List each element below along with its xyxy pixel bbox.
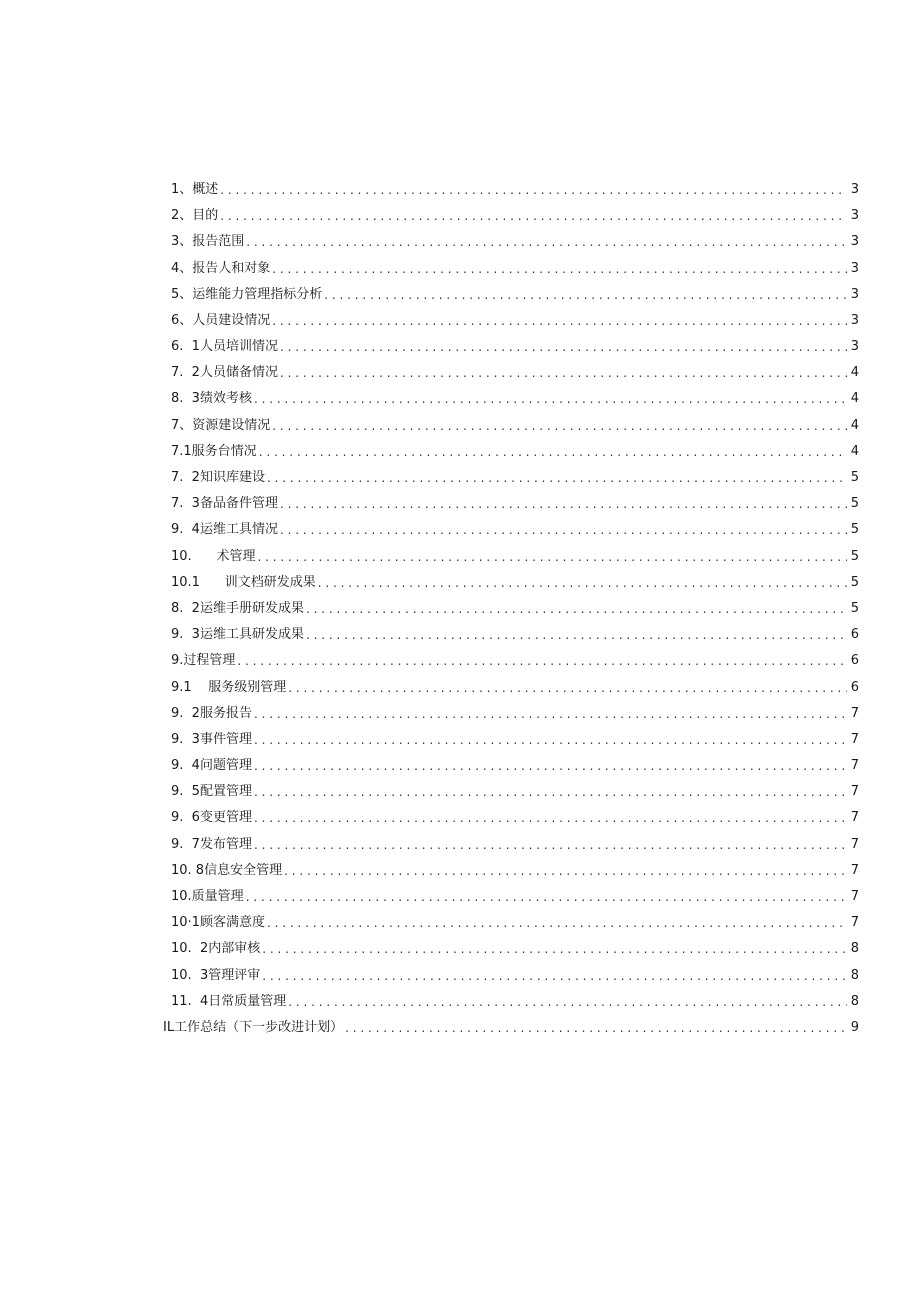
toc-entry-page: 3 (850, 181, 859, 197)
toc-dot-leader (254, 753, 847, 779)
toc-entry-page: 8 (850, 993, 859, 1009)
toc-entry-title: 9. 4运维工具情况 (171, 522, 278, 538)
toc-entry[interactable] (171, 229, 859, 255)
toc-entry-page: 3 (850, 208, 859, 224)
toc-entry-title: 10.1 训文档研发成果 (171, 574, 316, 590)
toc-entry-title: 1、概述 (171, 181, 219, 197)
toc-entry-title: 10.质量管理 (171, 889, 244, 905)
toc-entry-title: 7、资源建设情况 (171, 417, 271, 433)
toc-dot-leader (259, 439, 847, 465)
toc-entry[interactable] (171, 806, 859, 832)
toc-entry-page: 5 (850, 574, 859, 590)
toc-entry[interactable] (171, 308, 859, 334)
toc-entry-title: 10. 术管理 (171, 548, 256, 564)
toc-entry-page: 7 (850, 784, 859, 800)
toc-dot-leader (267, 465, 847, 491)
toc-entry-page: 5 (850, 496, 859, 512)
toc-entry[interactable] (171, 858, 859, 884)
toc-entry-title: 10. 8信息安全管理 (171, 862, 283, 878)
toc-entry-page: 4 (850, 443, 859, 459)
toc-entry[interactable] (171, 727, 859, 753)
toc-entry[interactable] (171, 884, 859, 910)
toc-entry-page: 8 (850, 967, 859, 983)
toc-entry-title: 9. 5配置管理 (171, 784, 252, 800)
toc-entry[interactable] (171, 832, 859, 858)
toc-dot-leader (280, 517, 847, 543)
toc-dot-leader (324, 282, 847, 308)
toc-entry-title: 10·1顾客满意度 (171, 915, 265, 931)
toc-entry-page: 6 (850, 679, 859, 695)
toc-dot-leader (254, 832, 847, 858)
toc-entry-page: 7 (850, 810, 859, 826)
toc-entry-page: 7 (850, 915, 859, 931)
toc-entry-title: 8. 2运维手册研发成果 (171, 600, 304, 616)
toc-entry-page: 4 (850, 391, 859, 407)
toc-entry-title: 10. 3管理评审 (171, 967, 261, 983)
toc-entry[interactable] (171, 701, 859, 727)
toc-entry[interactable] (171, 334, 859, 360)
toc-dot-leader (288, 989, 847, 1015)
toc-entry-page: 3 (850, 286, 859, 302)
toc-entry-title: 11. 4日常质量管理 (171, 993, 287, 1009)
toc-dot-leader (254, 779, 847, 805)
toc-entry-title: 9. 2服务报告 (171, 705, 252, 721)
toc-entry-title: 7. 3备品备件管理 (171, 496, 278, 512)
toc-dot-leader (272, 413, 847, 439)
toc-dot-leader (254, 805, 847, 831)
toc-entry[interactable] (171, 465, 859, 491)
toc-entry-page: 7 (850, 836, 859, 852)
toc-entry-title: 9.1 服务级别管理 (171, 679, 287, 695)
toc-dot-leader (272, 308, 847, 334)
toc-dot-leader (280, 360, 847, 386)
toc-dot-leader (306, 622, 847, 648)
toc-entry-title: 9.过程管理 (171, 653, 236, 669)
toc-entry-page: 3 (850, 234, 859, 250)
toc-dot-leader (262, 963, 847, 989)
toc-entry-title: 2、目的 (171, 208, 219, 224)
toc-entry[interactable] (171, 256, 859, 282)
toc-entry[interactable] (171, 203, 859, 229)
toc-entry[interactable] (163, 1015, 859, 1041)
toc-entry[interactable] (171, 648, 859, 674)
toc-entry-page: 5 (850, 600, 859, 616)
toc-entry-title: 9. 3运维工具研发成果 (171, 627, 304, 643)
toc-entry[interactable] (171, 596, 859, 622)
toc-dot-leader (318, 570, 847, 596)
toc-entry-page: 6 (850, 653, 859, 669)
toc-entry[interactable] (171, 282, 859, 308)
table-of-contents (163, 177, 859, 1041)
toc-entry-title: 9. 7发布管理 (171, 836, 252, 852)
toc-entry[interactable] (171, 177, 859, 203)
toc-entry-page: 5 (850, 522, 859, 538)
toc-dot-leader (284, 858, 847, 884)
toc-entry[interactable] (171, 517, 859, 543)
toc-entry[interactable] (171, 963, 859, 989)
toc-entry-page: 8 (850, 941, 859, 957)
toc-dot-leader (254, 727, 847, 753)
toc-entry-page: 4 (850, 417, 859, 433)
toc-entry-page: 9 (850, 1019, 859, 1035)
toc-entry-title: 9. 6变更管理 (171, 810, 252, 826)
toc-entry[interactable] (171, 910, 859, 936)
toc-entry-page: 5 (850, 548, 859, 564)
toc-dot-leader (237, 648, 847, 674)
toc-dot-leader (246, 884, 847, 910)
toc-entry[interactable] (171, 387, 859, 413)
toc-entry-title: 9. 4问题管理 (171, 758, 252, 774)
toc-dot-leader (280, 334, 847, 360)
toc-dot-leader (280, 491, 847, 517)
toc-dot-leader (254, 701, 847, 727)
toc-entry[interactable] (171, 779, 859, 805)
toc-dot-leader (220, 203, 847, 229)
toc-entry-page: 7 (850, 705, 859, 721)
toc-entry-title: 8. 3绩效考核 (171, 391, 252, 407)
toc-entry[interactable] (171, 413, 859, 439)
toc-entry[interactable] (171, 936, 859, 962)
toc-entry-title: 6. 1人员培训情况 (171, 339, 278, 355)
toc-dot-leader (288, 675, 847, 701)
toc-entry-title: 10. 2内部审核 (171, 941, 261, 957)
toc-entry-title: 9. 3事件管理 (171, 731, 252, 747)
toc-entry[interactable] (171, 360, 859, 386)
toc-entry-title: IL工作总结（下一步改进计划） (163, 1019, 344, 1035)
toc-entry-title: 5、运维能力管理指标分析 (171, 286, 323, 302)
toc-dot-leader (306, 596, 847, 622)
toc-dot-leader (246, 229, 847, 255)
toc-entry-page: 4 (850, 365, 859, 381)
toc-entry[interactable] (171, 570, 859, 596)
toc-entry[interactable] (171, 439, 859, 465)
toc-entry-page: 3 (850, 339, 859, 355)
toc-dot-leader (254, 386, 847, 412)
toc-entry[interactable] (171, 989, 859, 1015)
toc-dot-leader (257, 544, 847, 570)
toc-dot-leader (272, 256, 847, 282)
toc-entry-title: 6、人员建设情况 (171, 312, 271, 328)
toc-dot-leader (267, 910, 847, 936)
toc-entry-title: 4、报告人和对象 (171, 260, 271, 276)
toc-entry[interactable] (171, 491, 859, 517)
toc-entry-page: 3 (850, 260, 859, 276)
toc-dot-leader (262, 936, 847, 962)
toc-entry[interactable] (171, 675, 859, 701)
toc-entry-title: 7.1服务台情况 (171, 443, 257, 459)
toc-dot-leader (345, 1015, 847, 1041)
toc-entry-title: 7. 2知识库建设 (171, 470, 265, 486)
toc-entry-page: 7 (850, 758, 859, 774)
toc-entry-page: 5 (850, 470, 859, 486)
toc-entry-page: 6 (850, 627, 859, 643)
toc-entry-title: 7. 2人员储备情况 (171, 365, 278, 381)
toc-entry-page: 7 (850, 862, 859, 878)
toc-entry[interactable] (171, 753, 859, 779)
toc-entry-page: 3 (850, 312, 859, 328)
toc-dot-leader (220, 177, 847, 203)
toc-entry-title: 3、报告范围 (171, 234, 245, 250)
toc-entry-page: 7 (850, 731, 859, 747)
toc-entry-page: 7 (850, 889, 859, 905)
toc-entry[interactable] (171, 544, 859, 570)
toc-entry[interactable] (171, 622, 859, 648)
